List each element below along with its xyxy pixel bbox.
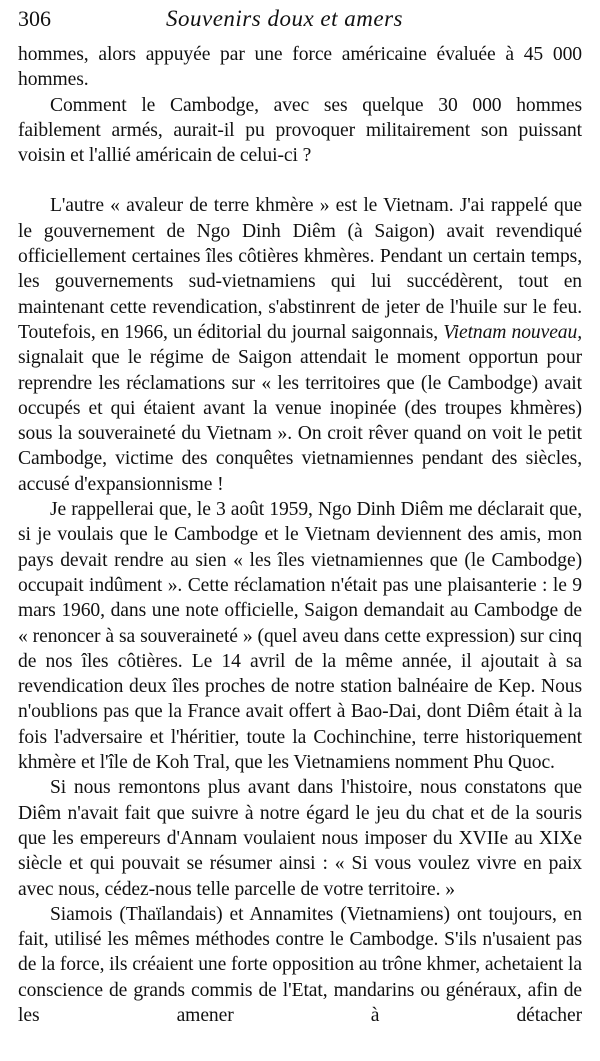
- paragraph: Si nous remontons plus avant dans l'histoire, nous constatons que Diêm n'avait fait que suivre à notre égard le jeu du chat et de la souris que les empereurs d'Annam voulaient nous imposer du XVIIe au XIXe siècle et qui pouvait se résumer ainsi : « Si vous voulez vivre en paix avec nous, cédez-nous telle parcelle de votre territoire. »: [18, 777, 582, 900]
- page-header: [18, 6, 582, 42]
- newspaper-title: Vietnam nouveau,: [443, 321, 582, 343]
- paragraph: Siamois (Thaïlandais) et Annamites (Vietnamiens) ont toujours, en fait, utilisé les mêmes méthodes contre le Cambodge. S'ils n'usaient pas de la force, ils créaient une forte opposition au trône khmer, achetaient la conscience de grands commis de l'Etat, mandarins ou généraux, afin de les amener à détacher: [18, 903, 582, 1026]
- body-text: [18, 42, 582, 1028]
- paragraph: Comment le Cambodge, avec ses quelque 30 000 hommes faiblement armés, aurait-il pu provoquer militairement son puissant voisin et l'allié américain de celui-ci ?: [18, 94, 582, 167]
- paragraph: hommes, alors appuyée par une force américaine évaluée à 45 000 hommes.: [18, 44, 582, 91]
- paragraph-text: signalait que le régime de Saigon attendait le moment opportun pour reprendre les réclamations sur « les territoires que (le Cambodge) avait occupés et qui étaient avant la venue inopinée (des troupes khmères) sous la souveraineté du Vietnam ». On croit rêver quand on voit le petit Cambodge, victime des conquêtes vietnamiennes pendant des siècles, accusé d'expansionnisme !: [18, 347, 582, 495]
- running-title: Souvenirs doux et amers: [166, 6, 403, 31]
- paragraph-text: L'autre « avaleur de terre khmère » est le Vietnam. J'ai rappelé que le gouvernement de Ngo Dinh Diêm (à Saigon) avait revendiqué officiellement certaines îles côtières khmères. Pendant un certain temps, les gouvernements sud-vietnamiens qui lui succédèrent, tout en maintenant cette revendication, s'abstinrent de jeter de l'huile sur le feu. Toutefois, en 1966, un éditorial du journal saigonnais,: [18, 195, 582, 343]
- paragraph: [18, 193, 582, 497]
- paragraph: Je rappellerai que, le 3 août 1959, Ngo Dinh Diêm me déclarait que, si je voulais que le Cambodge et le Vietnam deviennent des amis, mon pays devait rendre au sien « les îles vietnamiennes que (le Cambodge) occupait indûment ». Cette réclamation n'était pas une plaisanterie : le 9 mars 1960, dans une note officielle, Saigon demandait au Cambodge de « renoncer à sa souveraineté » (quel aveu dans cette expression) sur cinq de nos îles côtières. Le 14 avril de la même année, il ajoutait à sa revendication deux îles proches de notre station balnéaire de Kep. Nous n'oublions pas que la France avait offert à Bao-Dai, dont Diêm était à la fois l'adversaire et l'héritier, toute la Cochinchine, terre historiquement khmère et l'île de Koh Tral, que les Vietnamiens nomment Phu Quoc.: [18, 499, 582, 774]
- page-number: 306: [18, 6, 51, 31]
